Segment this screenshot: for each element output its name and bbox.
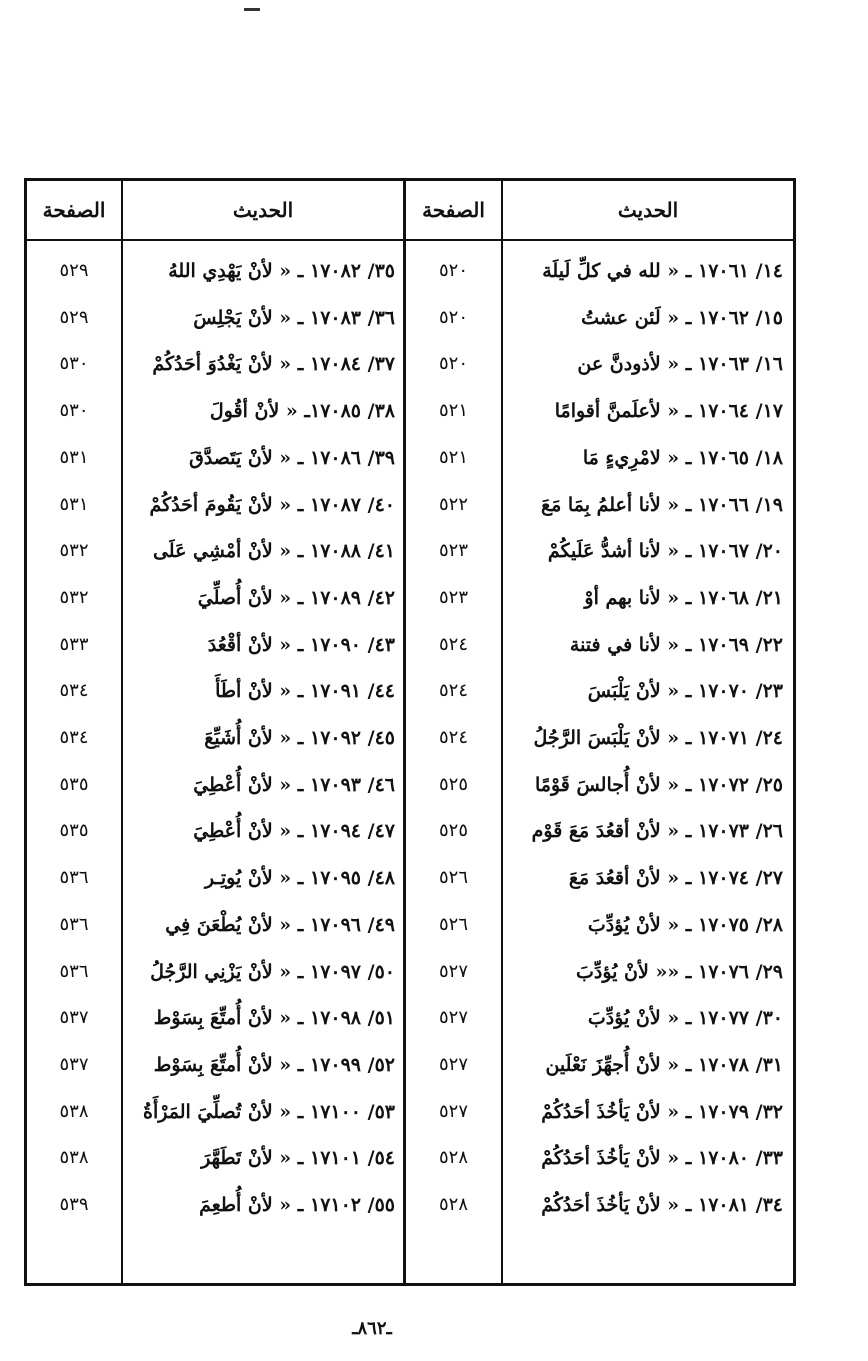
right-page-number: ٥٢٧ <box>438 1054 468 1075</box>
left-hadith-entry: ٤٧/ ١٧٠٩٤ ـ « لأنْ أُعْطِيَ <box>193 820 395 842</box>
left-page-number: ٥٣١ <box>59 447 89 468</box>
right-page-number: ٥٢٨ <box>438 1147 468 1168</box>
left-hadith-entry: ٣٧/ ١٧٠٨٤ ـ « لأنْ يَغْدُوَ أحَدُكُمْ <box>152 353 395 375</box>
left-page-number: ٥٣٦ <box>59 867 89 888</box>
left-hadith-entry: ٥٠/ ١٧٠٩٧ ـ « لأنْ يَزْنِي الرَّجُلُ <box>150 961 395 983</box>
right-page-number: ٥٢٠ <box>438 260 468 281</box>
left-page-number: ٥٣٦ <box>59 914 89 935</box>
right-hadith-entry: ٣١/ ١٧٠٧٨ ـ « لأنْ أُجهِّزَ نَعْلَين <box>545 1054 783 1076</box>
left-page-number: ٥٣٢ <box>59 587 89 608</box>
left-hadith-entry: ٤٥/ ١٧٠٩٢ ـ « لأنْ أُشَيِّعَ <box>204 727 395 749</box>
left-page-number: ٥٢٩ <box>59 260 89 281</box>
right-hadith-header: الحديث <box>617 198 679 222</box>
left-hadith-entry: ٤٩/ ١٧٠٩٦ ـ « لأنْ يُطْعَنَ فِي <box>165 914 395 936</box>
left-hadith-entry: ٣٩/ ١٧٠٨٦ ـ « لأنْ يَتَصدَّقَ <box>189 447 395 469</box>
right-hadith-entry: ٢٥/ ١٧٠٧٢ ـ « لأنْ أُجالسَ قَوْمًا <box>534 774 783 796</box>
right-hadith-entry: ٣٢/ ١٧٠٧٩ ـ « لأنْ يَأخُذَ أحَدُكُمْ <box>541 1101 783 1123</box>
right-hadith-entry: ٢٨/ ١٧٠٧٥ ـ « لأنْ يُؤدِّبَ <box>587 914 783 936</box>
left-hadith-entry: ٥٣/ ١٧١٠٠ ـ « لأنْ تُصلِّيَ المَرْأَةُ <box>143 1101 395 1123</box>
left-hadith-entry: ٥٢/ ١٧٠٩٩ ـ « لأنْ أُمتِّعَ بِسَوْط <box>153 1054 395 1076</box>
right-page-number: ٥٢٦ <box>438 914 468 935</box>
left-page-number: ٥٣٩ <box>59 1194 89 1215</box>
right-page-number: ٥٢٠ <box>438 353 468 374</box>
left-page-number: ٥٣١ <box>59 494 89 515</box>
right-page-number: ٥٢١ <box>438 400 468 421</box>
left-page-number: ٥٣٥ <box>59 774 89 795</box>
left-hadith-entry: ٤٤/ ١٧٠٩١ ـ « لأنْ أطَأَ <box>215 680 395 702</box>
divider-right-page <box>501 181 503 1283</box>
right-hadith-entry: ٣٤/ ١٧٠٨١ ـ « لأنْ يَأخُذَ أحَدُكُمْ <box>541 1194 783 1216</box>
left-page-number: ٥٢٩ <box>59 307 89 328</box>
right-hadith-entry: ١٧/ ١٧٠٦٤ ـ « لأعلَمنَّ أقوامًا <box>554 400 783 422</box>
left-hadith-entry: ٤٣/ ١٧٠٩٠ ـ « لأنْ أقْعُدَ <box>207 634 395 656</box>
left-page-number: ٥٣٨ <box>59 1101 89 1122</box>
right-page-number: ٥٢٧ <box>438 1101 468 1122</box>
right-hadith-entry: ٢٦/ ١٧٠٧٣ ـ « لأنْ أقعُدَ مَعَ قَوْم <box>531 820 783 842</box>
left-page-number: ٥٣٠ <box>59 400 89 421</box>
right-hadith-entry: ٢٢/ ١٧٠٦٩ ـ « لأنا في فتنة <box>569 634 783 656</box>
right-hadith-entry: ١٨/ ١٧٠٦٥ ـ « لامْرِيءٍ مَا <box>582 447 783 469</box>
right-page-number: ٥٢٧ <box>438 1007 468 1028</box>
header-divider <box>27 239 793 241</box>
right-hadith-entry: ٣٣/ ١٧٠٨٠ ـ « لأنْ يَأخُذَ أحَدُكُمْ <box>541 1147 783 1169</box>
left-page-number: ٥٣٤ <box>59 727 89 748</box>
left-hadith-entry: ٤٢/ ١٧٠٨٩ ـ « لأنْ أُصلِّيَ <box>197 587 395 609</box>
right-hadith-entry: ١٦/ ١٧٠٦٣ ـ « لأذودنَّ عن <box>577 353 783 375</box>
right-page-number: ٥٢٤ <box>438 634 468 655</box>
left-hadith-entry: ٥٥/ ١٧١٠٢ ـ « لأنْ أُطعِمَ <box>199 1194 395 1216</box>
top-mark <box>244 8 260 11</box>
left-page-number: ٥٣٧ <box>59 1007 89 1028</box>
right-hadith-entry: ١٩/ ١٧٠٦٦ ـ « لأنا أعلمُ بِمَا مَعَ <box>541 494 783 516</box>
left-hadith-header: الحديث <box>232 198 294 222</box>
right-hadith-entry: ١٥/ ١٧٠٦٢ ـ « لَئن عشتُ <box>581 307 783 329</box>
page-number: ـ٨٦٢ـ <box>352 1318 392 1339</box>
right-hadith-entry: ٢٣/ ١٧٠٧٠ ـ « لأنْ يَلْبَسَ <box>587 680 783 702</box>
right-page-number: ٥٢٥ <box>438 774 468 795</box>
right-page-number: ٥٢٢ <box>438 494 468 515</box>
right-hadith-entry: ٢٩/ ١٧٠٧٦ ـ «« لأنْ يُؤدِّبَ <box>575 961 783 983</box>
right-hadith-entry: ٢٧/ ١٧٠٧٤ ـ « لأنْ أقعُدَ مَعَ <box>568 867 783 889</box>
left-hadith-entry: ٣٥/ ١٧٠٨٢ ـ « لأنْ يَهْدِي اللهُ <box>168 260 395 282</box>
divider-left-page <box>121 181 123 1283</box>
right-page-number: ٥٢٥ <box>438 820 468 841</box>
right-hadith-entry: ٢٤/ ١٧٠٧١ ـ « لأنْ يَلْبَسَ الرَّجُلُ <box>533 727 783 749</box>
left-hadith-entry: ٤٨/ ١٧٠٩٥ ـ « لأنْ يُوتِـر <box>204 867 395 889</box>
left-hadith-entry: ٤٠/ ١٧٠٨٧ ـ « لأنْ يَقُومَ أحَدُكُمْ <box>149 494 395 516</box>
right-page-number: ٥٢٣ <box>438 540 468 561</box>
right-page-number: ٥٢٦ <box>438 867 468 888</box>
right-page-number: ٥٢٣ <box>438 587 468 608</box>
right-page-number: ٥٢٤ <box>438 727 468 748</box>
left-hadith-entry: ٤١/ ١٧٠٨٨ ـ « لأنْ أمْشِي عَلَى <box>152 540 395 562</box>
index-table <box>24 178 796 1286</box>
right-page-number: ٥٢٠ <box>438 307 468 328</box>
right-hadith-entry: ٢٠/ ١٧٠٦٧ ـ « لأنا أشدُّ عَلَيكُمْ <box>547 540 783 562</box>
left-hadith-entry: ٥٤/ ١٧١٠١ ـ « لأنْ تَطَهَّرَ <box>201 1147 395 1169</box>
right-hadith-entry: ٢١/ ١٧٠٦٨ ـ « لأنا بهم أوْ <box>584 587 783 609</box>
left-page-number: ٥٣٦ <box>59 961 89 982</box>
left-page-number: ٥٣٢ <box>59 540 89 561</box>
left-hadith-entry: ٤٦/ ١٧٠٩٣ ـ « لأنْ أُعْطِيَ <box>193 774 395 796</box>
left-hadith-entry: ٥١/ ١٧٠٩٨ ـ « لأنْ أُمتِّعَ بِسَوْط <box>153 1007 395 1029</box>
left-hadith-entry: ٣٦/ ١٧٠٨٣ ـ « لأنْ يَجْلِسَ <box>193 307 395 329</box>
right-page-number: ٥٢٧ <box>438 961 468 982</box>
right-page-number: ٥٢٤ <box>438 680 468 701</box>
right-hadith-entry: ٣٠/ ١٧٠٧٧ ـ « لأنْ يُؤدِّبَ <box>587 1007 783 1029</box>
left-hadith-entry: ٣٨/ ١٧٠٨٥ـ « لأنْ أقُولَ <box>209 400 395 422</box>
right-page-number: ٥٢٨ <box>438 1194 468 1215</box>
right-page-number: ٥٢١ <box>438 447 468 468</box>
left-page-number: ٥٣٣ <box>59 634 89 655</box>
left-page-number: ٥٣٨ <box>59 1147 89 1168</box>
left-page-number: ٥٣٧ <box>59 1054 89 1075</box>
left-page-number: ٥٣٠ <box>59 353 89 374</box>
left-page-header: الصفحة <box>42 198 106 222</box>
right-hadith-entry: ١٤/ ١٧٠٦١ ـ « لله في كلِّ لَيلَة <box>542 260 783 282</box>
right-page-header: الصفحة <box>422 198 485 222</box>
left-page-number: ٥٣٤ <box>59 680 89 701</box>
left-page-number: ٥٣٥ <box>59 820 89 841</box>
